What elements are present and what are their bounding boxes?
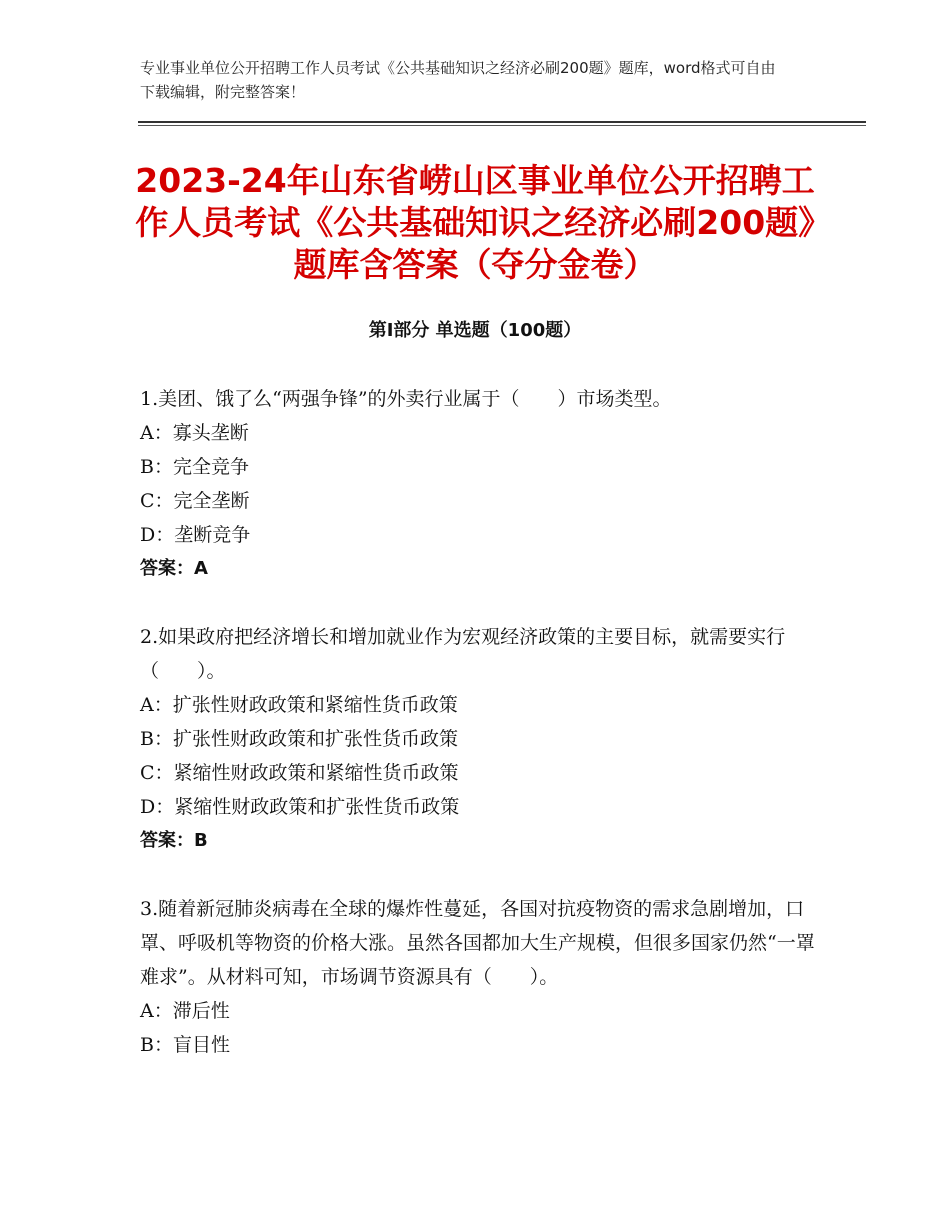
option-d: D：垄断竞争 (140, 524, 251, 546)
header-note: 专业事业单位公开招聘工作人员考试《公共基础知识之经济必刷200题》题库，word格式可自由下载编辑，附完整答案！ (140, 59, 776, 101)
question-3 (140, 892, 820, 1062)
question-stem: 2.如果政府把经济增长和增加就业作为宏观经济政策的主要目标，就需要实行（ ）。 (140, 626, 786, 682)
option-c: C：完全垄断 (140, 490, 250, 512)
question-list (140, 382, 820, 1096)
option-a: A：寡头垄断 (140, 422, 249, 444)
option-c: C：紧缩性财政政策和紧缩性货币政策 (140, 762, 459, 784)
header-divider (138, 121, 866, 123)
option-a: A：扩张性财政政策和紧缩性货币政策 (140, 694, 458, 716)
document-title: 2023-24年山东省崂山区事业单位公开招聘工作人员考试《公共基础知识之经济必刷200题》题库含答案（夺分金卷） (135, 161, 815, 284)
option-b: B：完全竞争 (140, 456, 249, 478)
question-stem: 1.美团、饿了么“两强争锋”的外卖行业属于（ ）市场类型。 (140, 388, 672, 410)
option-b: B：扩张性财政政策和扩张性货币政策 (140, 728, 458, 750)
question-2 (140, 620, 820, 858)
question-stem: 3.随着新冠肺炎病毒在全球的爆炸性蔓延，各国对抗疫物资的需求急剧增加，口罩、呼吸机等物资的价格大涨。虽然各国都加大生产规模，但很多国家仍然“一罩难求”。从材料可知，市场调节资源具有（ ）。 (140, 898, 815, 988)
section-title: 第Ⅰ部分 单选题（100题） (368, 320, 582, 341)
option-d: D：紧缩性财政政策和扩张性货币政策 (140, 796, 460, 818)
option-a: A：滞后性 (140, 1000, 230, 1022)
answer: 答案：B (140, 830, 208, 851)
answer: 答案：A (140, 558, 208, 579)
header-divider-thin (138, 125, 866, 126)
question-1 (140, 382, 820, 586)
option-b: B：盲目性 (140, 1034, 230, 1056)
